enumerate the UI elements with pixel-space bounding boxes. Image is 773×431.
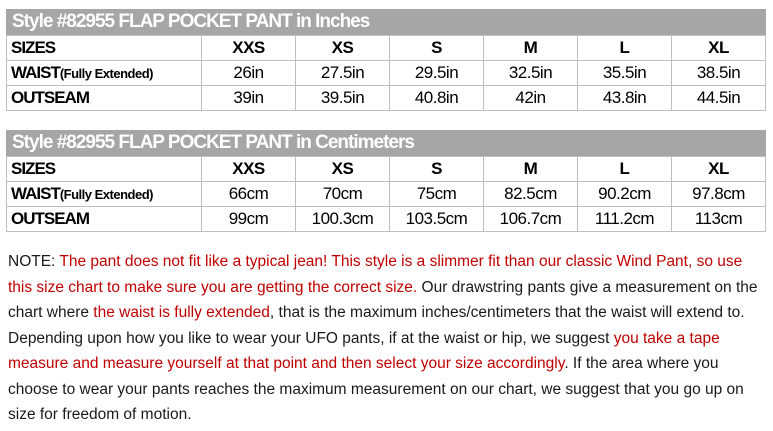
waist-cell: 90.2cm xyxy=(578,182,672,207)
waist-row xyxy=(7,61,766,86)
size-cell: XS xyxy=(296,36,390,61)
waist-cell: 97.8cm xyxy=(672,182,766,207)
note-measure-advice: you take a tape measure and measure yourself at that point and then select your size accordingly xyxy=(8,329,720,372)
outseam-cell: 43.8in xyxy=(578,86,672,111)
size-cell: M xyxy=(484,157,578,182)
size-cell: XXS xyxy=(202,36,296,61)
waist-label xyxy=(7,182,202,207)
cm-chart-title: Style #82955 FLAP POCKET PANT in Centimeters xyxy=(6,130,766,156)
waist-label-text: WAIST xyxy=(11,63,60,82)
cm-table xyxy=(6,156,766,232)
outseam-row xyxy=(7,86,766,111)
waist-cell: 32.5in xyxy=(484,61,578,86)
outseam-cell: 99cm xyxy=(202,207,296,232)
note-prefix: NOTE: xyxy=(8,253,60,270)
waist-cell: 35.5in xyxy=(578,61,672,86)
outseam-label: OUTSEAM xyxy=(7,207,202,232)
waist-row xyxy=(7,182,766,207)
cm-size-chart xyxy=(6,130,766,232)
size-cell: M xyxy=(484,36,578,61)
size-cell: L xyxy=(578,36,672,61)
size-cell: S xyxy=(390,157,484,182)
size-cell: XXS xyxy=(202,157,296,182)
size-cell: S xyxy=(390,36,484,61)
waist-label-text: WAIST xyxy=(11,184,60,203)
waist-cell: 27.5in xyxy=(296,61,390,86)
inches-chart-title: Style #82955 FLAP POCKET PANT in Inches xyxy=(6,9,766,35)
size-cell: XL xyxy=(672,157,766,182)
waist-cell: 82.5cm xyxy=(484,182,578,207)
waist-cell: 66cm xyxy=(202,182,296,207)
inches-table xyxy=(6,35,766,111)
sizing-note xyxy=(8,249,768,428)
inches-size-chart xyxy=(6,9,766,111)
outseam-cell: 40.8in xyxy=(390,86,484,111)
outseam-cell: 113cm xyxy=(672,207,766,232)
outseam-cell: 111.2cm xyxy=(578,207,672,232)
note-text: , that is the maximum inches/centimeters that the waist will extend to. Depending upon how you like to wear your UFO pants, if at the waist or hip, we suggest xyxy=(8,304,745,347)
size-cell: XL xyxy=(672,36,766,61)
waist-cell: 38.5in xyxy=(672,61,766,86)
waist-cell: 29.5in xyxy=(390,61,484,86)
outseam-cell: 103.5cm xyxy=(390,207,484,232)
note-text: Our drawstring pants give a measurement on the chart where xyxy=(8,278,758,321)
waist-cell: 70cm xyxy=(296,182,390,207)
outseam-row xyxy=(7,207,766,232)
waist-cell: 26in xyxy=(202,61,296,86)
outseam-cell: 44.5in xyxy=(672,86,766,111)
outseam-cell: 42in xyxy=(484,86,578,111)
sizes-label: SIZES xyxy=(7,157,202,182)
note-fit-warning: The pant does not fit like a typical jean! This style is a slimmer fit than our classic Wind Pant, so use this size chart to make sure you are getting the correct size. xyxy=(8,253,743,296)
waist-label-note: (Fully Extended) xyxy=(59,187,153,202)
outseam-cell: 39in xyxy=(202,86,296,111)
sizes-label: SIZES xyxy=(7,36,202,61)
waist-label-note: (Fully Extended) xyxy=(59,66,153,81)
size-cell: XS xyxy=(296,157,390,182)
note-waist-extended: the waist is fully extended xyxy=(93,304,270,321)
size-cell: L xyxy=(578,157,672,182)
outseam-cell: 100.3cm xyxy=(296,207,390,232)
sizes-row xyxy=(7,36,766,61)
outseam-cell: 39.5in xyxy=(296,86,390,111)
outseam-cell: 106.7cm xyxy=(484,207,578,232)
waist-cell: 75cm xyxy=(390,182,484,207)
sizes-row xyxy=(7,157,766,182)
note-text: . If the area where you choose to wear your pants reaches the maximum measurement on our chart, we suggest that you go up on size for freedom of motion. xyxy=(8,355,744,423)
waist-label xyxy=(7,61,202,86)
outseam-label: OUTSEAM xyxy=(7,86,202,111)
